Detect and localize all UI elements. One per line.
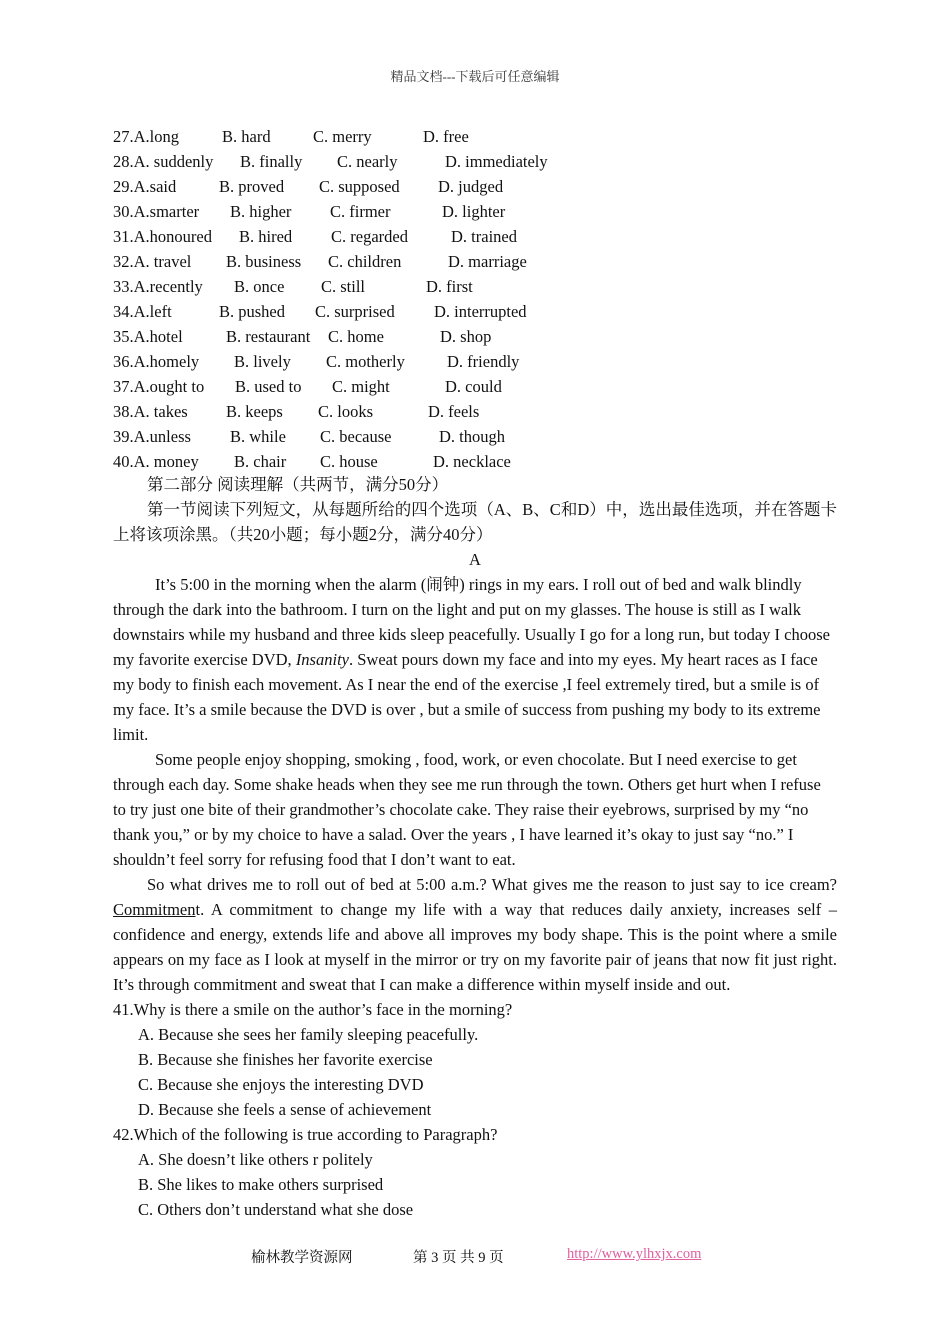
option-row [113,124,833,149]
q41-choice-b: B. Because she finishes her favorite exercise [138,1050,433,1069]
footer-site: 榆林教学资源网 [251,1250,353,1266]
q41-choice-a: A. Because she sees her family sleeping peacefully. [138,1025,479,1044]
option-d: D. could [445,377,502,396]
option-b: B. used to [235,377,302,396]
option-b: B. finally [240,152,303,171]
option-number-a: 38.A. takes [113,402,188,421]
option-c: C. regarded [331,227,408,246]
option-b: B. while [230,427,286,446]
footer-page-number: 第 3 页 共 9 页 [413,1250,504,1266]
q42-choice-a: A. She doesn’t like others r politely [138,1150,373,1169]
option-row [113,449,833,474]
option-number-a: 32.A. travel [113,252,192,271]
option-d: D. shop [440,327,492,346]
option-row [113,374,833,399]
option-d: D. first [426,277,473,296]
option-c: C. surprised [315,302,395,321]
option-d: D. interrupted [434,302,527,321]
option-b: B. business [226,252,302,271]
option-c: C. children [328,252,402,271]
option-number-a: 30.A.smarter [113,202,200,221]
option-d: D. immediately [445,152,548,171]
option-row [113,224,833,249]
option-b: B. hired [239,227,293,246]
passage-label: A [469,550,481,569]
option-c: C. motherly [326,352,405,371]
option-number-a: 33.A.recently [113,277,203,296]
paragraph-2: Some people enjoy shopping, smoking , food, work, or even chocolate. But I need exercise to get through each day. Some shake heads when they see me run through the town. Others get hurt when I refuse to try just one bite of their grandmother’s chocolate cake. They raise their eyebrows, surprised by my “no thank you,” or by my choice to have a salad. Over the years , I have learned it’s okay to just say “no.” I shouldn’t feel sorry for refusing food that I don’t want to eat. [113,750,821,869]
option-b: B. pushed [219,302,285,321]
page-header: 精品文档---下载后可任意编辑 [390,69,560,84]
q42-choice-c: C. Others don’t understand what she dose [138,1200,414,1219]
option-c: C. looks [318,402,374,421]
option-number-a: 34.A.left [113,302,172,321]
option-number-a: 31.A.honoured [113,227,212,246]
option-b: B. hard [222,127,271,146]
option-d: D. free [423,127,469,146]
section-title: 第二部分 阅读理解（共两节，满分50分） [147,475,449,494]
option-b: B. chair [234,452,287,471]
option-d: D. though [439,427,505,446]
option-c: C. might [332,377,390,396]
option-c: C. because [320,427,392,446]
option-c: C. home [328,327,384,346]
option-row [113,299,833,324]
option-number-a: 39.A.unless [113,427,191,446]
option-row [113,274,833,299]
q41-choice-c: C. Because she enjoys the interesting DVD [138,1075,424,1094]
option-number-a: 28.A. suddenly [113,152,214,171]
paragraph-1: It’s 5:00 in the morning when the alarm (闹钟) rings in my ears. I roll out of bed and walk blindly through the dark into the bathroom. I turn on the light and put on my glasses. The house is still as I walk downstairs while my husband and three kids sleep peacefully. Usually I go for a long run, but today I choose my favorite exercise DVD, Insanity. Sweat pours down my face and into my eyes. My heart races as I face my body to finish each movement. As I near the end of the exercise ,I feel extremely tired, but a smile is of my face. It’s a smile because the DVD is over , but a smile of success from pushing my body to its extreme limit. [113,575,830,744]
option-d: D. friendly [447,352,520,371]
question-41: 41.Why is there a smile on the author’s face in the morning? [113,1000,513,1019]
option-d: D. feels [428,402,480,421]
option-c: C. firmer [330,202,391,221]
footer-link[interactable]: http://www.ylhxjx.com [567,1246,702,1262]
option-c: C. still [321,277,366,296]
option-c: C. merry [313,127,372,146]
option-row [113,174,833,199]
option-c: C. nearly [337,152,398,171]
option-row [113,349,833,374]
option-b: B. restaurant [226,327,311,346]
option-b: B. lively [234,352,291,371]
option-row [113,249,833,274]
instructions: 第一节阅读下列短文，从每题所给的四个选项（A、B、C和D）中，选出最佳选项，并在答题卡上将该项涂黑。（共20小题；每小题2分，满分40分） [113,500,837,544]
option-b: B. once [234,277,285,296]
reading-section [113,472,837,1222]
option-number-a: 29.A.said [113,177,177,196]
options-list [113,124,833,474]
option-number-a: 35.A.hotel [113,327,183,346]
option-d: D. marriage [448,252,527,271]
option-b: B. higher [230,202,292,221]
option-d: D. trained [451,227,517,246]
q41-choice-d: D. Because she feels a sense of achievement [138,1100,432,1119]
question-42: 42.Which of the following is true according to Paragraph? [113,1125,498,1144]
option-c: C. supposed [319,177,400,196]
q42-choice-b: B. She likes to make others surprised [138,1175,384,1194]
paragraph-3: So what drives me to roll out of bed at 5:00 a.m.? What gives me the reason to just say to ice cream? Commitment. A commitment to change my life with a way that reduces daily anxiety, increases self –confidence and energy, extends life and above all improves my body shape. This is the point where a smile appears on my face as I look at myself in the mirror or try on my favorite pair of jeans that now fit just right. It’s through commitment and sweat that I can make a difference within myself inside and out. [113,875,837,994]
page-footer [0,1246,950,1266]
option-row [113,399,833,424]
option-number-a: 36.A.homely [113,352,200,371]
option-d: D. lighter [442,202,506,221]
option-number-a: 37.A.ought to [113,377,205,396]
option-b: B. keeps [226,402,283,421]
option-b: B. proved [219,177,285,196]
option-row [113,324,833,349]
option-d: D. necklace [433,452,511,471]
option-row [113,199,833,224]
option-number-a: 40.A. money [113,452,199,471]
option-number-a: 27.A.long [113,127,179,146]
option-row [113,149,833,174]
option-d: D. judged [438,177,504,196]
option-c: C. house [320,452,378,471]
option-row [113,424,833,449]
